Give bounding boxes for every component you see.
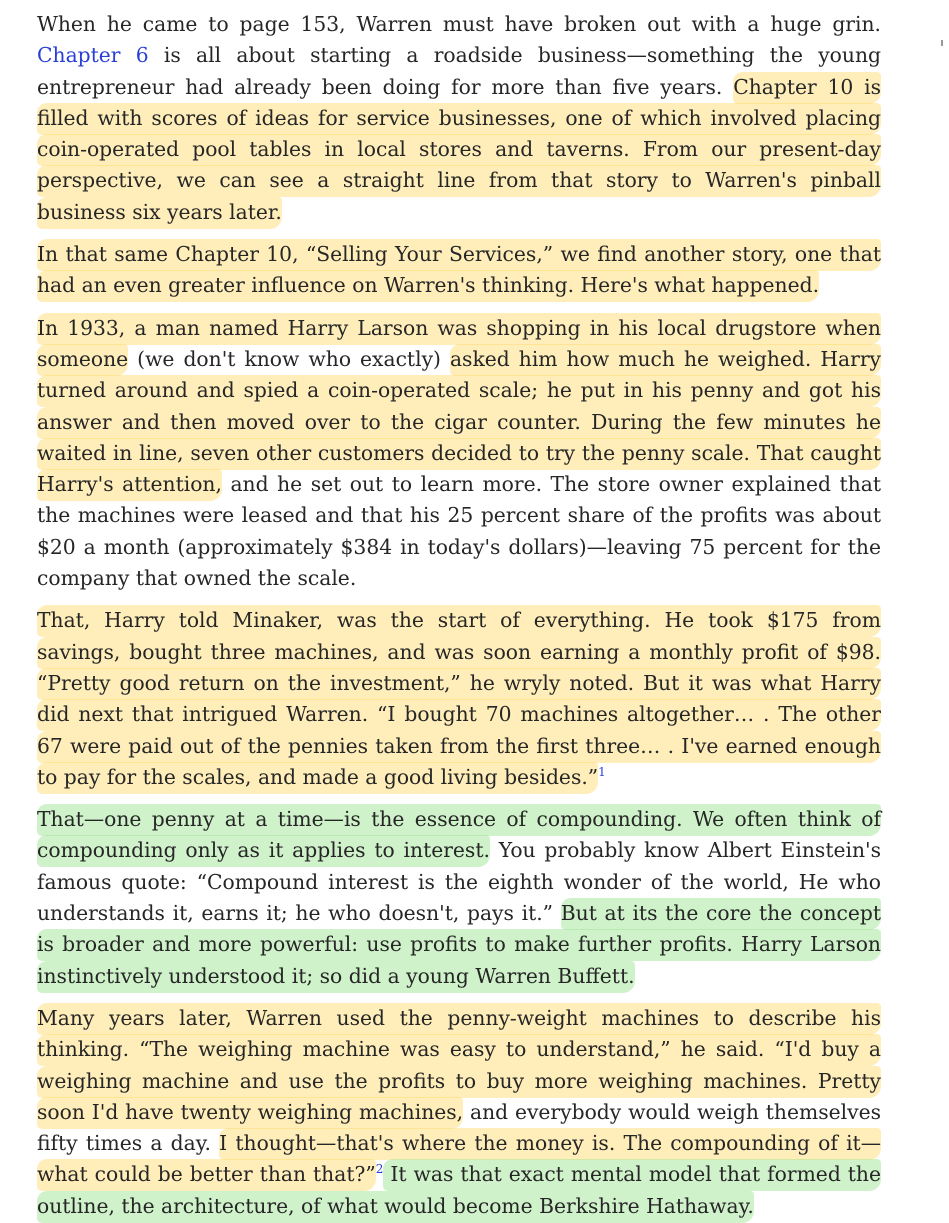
highlight-green[interactable]: It was that exact mental model that formed the outline, the architecture, of what would become Berkshire Hathaway.: [37, 1159, 881, 1222]
footnote-2-link[interactable]: 2: [375, 1162, 384, 1177]
chapter-6-link[interactable]: Chapter 6: [37, 43, 149, 68]
paragraph-6: [37, 1003, 881, 1222]
p1-text-1: When he came to page 153, Warren must have broken out with a huge grin.: [37, 12, 881, 36]
p5-text-1: You probably know Albert Einstein's famous quote: “Compound interest is the eighth wonder of the world, He who understands it, earns it; he who doesn't, pays it.”: [37, 838, 882, 926]
paragraph-3: [37, 313, 881, 595]
paragraph-5: [37, 804, 881, 992]
paragraph-1: [37, 9, 881, 228]
highlight-yellow[interactable]: Many years later, Warren used the penny-weight machines to describe his thinking. “The weighing machine was easy to understand,” he said. “I'd buy a weighing machine and use the profits to buy more weighing machines. Pretty soon I'd have twenty weighing machines,: [37, 1003, 881, 1129]
p1-text-2: is all about starting a roadside business—something the young entrepreneur had already been doing for more than five years.: [37, 43, 881, 99]
footnote-1-link[interactable]: 1: [598, 764, 606, 779]
p6-text-1: and everybody would weigh themselves fifty times a day.: [37, 1099, 881, 1156]
highlight-yellow[interactable]: In 1933, a man named Harry Larson was shopping in his local drugstore when someone: [37, 313, 881, 376]
highlight-yellow[interactable]: Chapter 10 is filled with scores of ideas for service businesses, one of which involved placing coin-operated pool tables in local stores and taverns. From our present-day perspective, we can see a straight line from that story to Warren's pinball business six years later.: [37, 72, 881, 229]
highlight-green[interactable]: But at its the core the concept is broader and more powerful: use profits to make further profits. Harry Larson instinctively understood it; so did a young Warren Buffett.: [37, 898, 881, 993]
highlight-yellow[interactable]: That, Harry told Minaker, was the start of everything. He took $175 from savings, bought three machines, and was soon earning a monthly profit of $98. “Pretty good return on the investment,” he wryly noted. But it was what Harry did next that intrigued Warren. “I bought 70 machines altogether… . The other 67 were paid out of the pennies taken from the first three… . I've earned enough to pay for the scales, and made a good living besides.”: [37, 605, 881, 793]
page-edge-mark: [941, 40, 943, 46]
highlight-yellow[interactable]: In that same Chapter 10, “Selling Your Services,” we find another story, one that had an even greater influence on Warren's thinking. Here's what happened.: [37, 239, 881, 302]
highlight-yellow[interactable]: asked him how much he weighed. Harry turned around and spied a coin-operated scale; he put in his penny and got his answer and then moved over to the cigar counter. During the few minutes he waited in line, seven other customers decided to try the penny scale. That caught Harry's attention,: [37, 344, 881, 501]
p3-text-1: (we don't know who exactly): [128, 346, 450, 371]
highlight-green[interactable]: That—one penny at a time—is the essence of compounding. We often think of compounding only as it applies to interest.: [37, 804, 881, 867]
paragraph-4: [37, 605, 881, 793]
highlight-yellow[interactable]: I thought—that's where the money is. The compounding of it—what could be better than that?”: [37, 1128, 881, 1191]
paragraph-2: [37, 239, 881, 302]
p3-text-2: and he set out to learn more. The store owner explained that the machines were leased and that his 25 percent share of the profits was about $20 a month (approximately $384 in today's dollars)—leaving 75 percent for the company that owned the scale.: [37, 472, 881, 591]
